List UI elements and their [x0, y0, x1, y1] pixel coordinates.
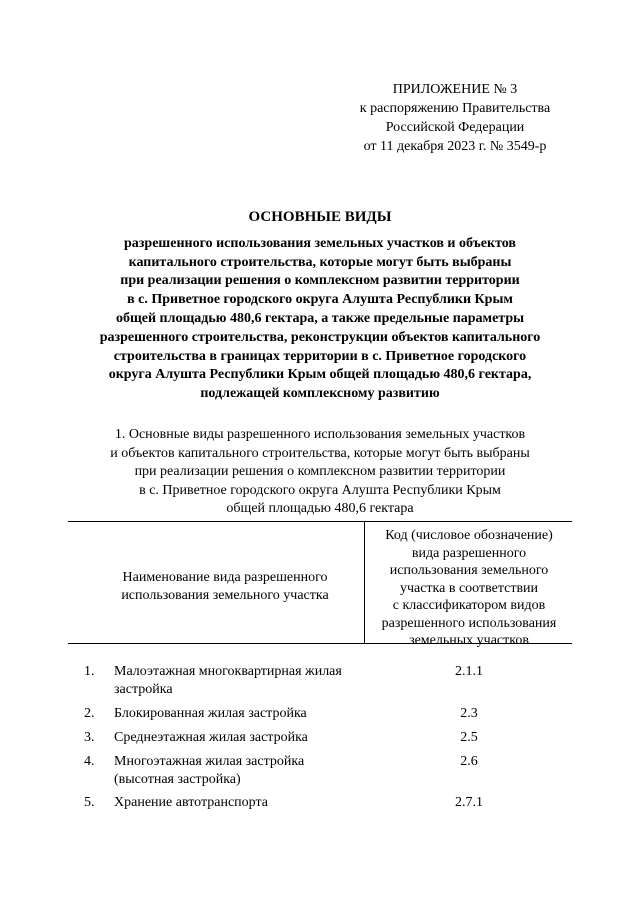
title-line: округа Алушта Республики Крым общей площадью 480,6 гектара,: [108, 367, 532, 383]
section-line: и объектов капитального строительства, которые могут быть выбраны: [110, 445, 530, 461]
appendix-order-ref: к распоряжению Правительства: [359, 101, 551, 116]
row-code: 2.5: [460, 730, 478, 745]
row-code: 2.7.1: [455, 795, 483, 810]
column-header-line: разрешенного использования: [381, 615, 557, 631]
column-header-line: использования земельного: [389, 563, 549, 578]
row-name-line: Многоэтажная жилая застройка: [114, 754, 305, 769]
section-line: в с. Приветное городского округа Алушта Республики Крым: [139, 482, 501, 498]
document-title: [70, 208, 570, 404]
row-name-line: Хранение автотранспорта: [114, 795, 268, 810]
title-line: общей площадью 480,6 гектара, а также предельные параметры: [115, 310, 525, 326]
row-number: 4.: [84, 754, 95, 769]
column-header-line: использования земельного участка: [121, 588, 329, 603]
appendix-government: Российской Федерации: [385, 120, 525, 135]
row-code: 2.1.1: [455, 664, 483, 679]
section-line: 1. Основные виды разрешенного использования земельных участков: [114, 427, 526, 442]
column-header-line: участка в соответствии: [399, 580, 539, 596]
row-name: [114, 705, 364, 723]
title-line: подлежащей комплексному развитию: [200, 386, 440, 402]
column-header-line: с классификатором видов: [392, 598, 546, 613]
row-number: 1.: [84, 664, 95, 679]
row-name: [114, 729, 364, 747]
column-header-line: Наименование вида разрешенного: [122, 570, 328, 585]
row-code: 2.3: [460, 706, 478, 721]
table-column-divider: [364, 521, 365, 644]
column-header-line: Код (числовое обозначение): [385, 528, 553, 543]
title-line: при реализации решения о комплексном развитии территории: [120, 273, 520, 289]
row-name: [114, 663, 364, 699]
column-header-line: земельных участков: [409, 633, 529, 648]
section-line: общей площадью 480,6 гектара: [226, 501, 414, 516]
section-heading: [60, 426, 580, 519]
appendix-number: ПРИЛОЖЕНИЕ № 3: [392, 82, 518, 97]
appendix-date: от 11 декабря 2023 г. № 3549-р: [363, 139, 547, 154]
table-top-border: [68, 521, 572, 522]
column-header-line: вида разрешенного: [411, 545, 527, 561]
title-line: разрешенного использования земельных участков и объектов: [124, 235, 516, 251]
column-header-code: [366, 527, 572, 650]
appendix-header: [330, 80, 580, 156]
column-header-name: [100, 569, 350, 605]
row-name-line: застройка: [114, 682, 173, 697]
row-name: [114, 794, 364, 812]
row-name: [114, 753, 364, 789]
title-line: в с. Приветное городского округа Алушта Республики Крым: [127, 292, 513, 308]
row-code: 2.6: [460, 754, 478, 769]
section-line: при реализации решения о комплексном развитии территории: [134, 464, 506, 479]
row-name-line: Малоэтажная многоквартирная жилая: [114, 664, 342, 679]
row-number: 5.: [84, 795, 95, 810]
title-line: капитального строительства, которые могут быть выбраны: [128, 254, 512, 270]
row-name-line: Блокированная жилая застройка: [114, 706, 307, 721]
row-number: 2.: [84, 706, 95, 721]
title-line: строительства в границах территории в с. Приветное городского: [113, 348, 527, 364]
title-line: разрешенного строительства, реконструкции объектов капитального: [99, 329, 541, 345]
row-number: 3.: [84, 730, 95, 745]
row-name-line: Среднеэтажная жилая застройка: [114, 730, 308, 745]
row-name-line: (высотная застройка): [114, 772, 241, 787]
main-title: ОСНОВНЫЕ ВИДЫ: [248, 209, 392, 225]
